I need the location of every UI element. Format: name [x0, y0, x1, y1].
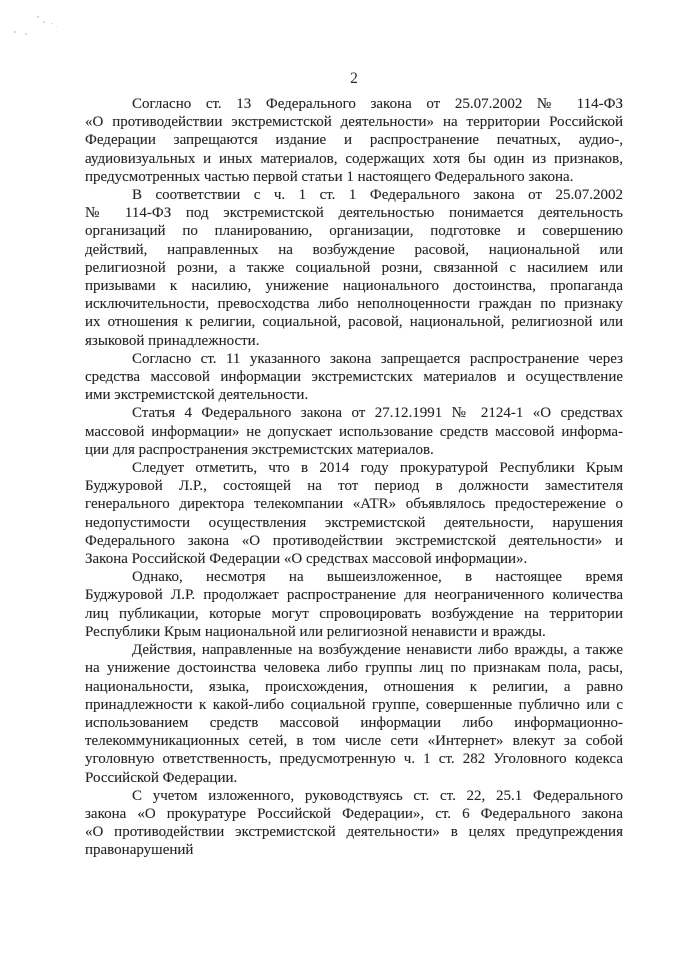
text-line: языковой принадлежности.	[85, 332, 260, 349]
text-line: принадлежности к какой-либо социальной группе, совершенные публично или с	[85, 696, 623, 713]
text-line: Российской Федерации.	[85, 769, 238, 786]
paragraph	[85, 186, 623, 350]
text-line: Закона Российской Федерации «О средствах массовой информации».	[85, 551, 528, 568]
text-line: Статья 4 Федерального закона от 27.12.1991 № 2124-1 «О средствах	[132, 405, 623, 422]
text-line: Буджуровой Л.Р., состоящей на тот период в должности заместителя	[85, 478, 623, 495]
scan-speck	[56, 26, 57, 27]
text-line: лиц публикации, которые могут спровоцировать возбуждение на территории	[85, 605, 623, 622]
text-line: аудиовизуальных и иных материалов, содержащих хотя бы один из признаков,	[85, 150, 623, 167]
text-line: на унижение достоинства человека либо группы лиц по признакам пола, расы,	[85, 660, 623, 677]
text-line: Следует отметить, что в 2014 году прокуратурой Республики Крым	[132, 460, 623, 477]
text-line: Федерального закона «О противодействии экстремистской деятельности» и	[85, 532, 623, 549]
text-line: «О противодействии экстремистской деятельности» на территории Российской	[85, 114, 623, 131]
scan-speck	[25, 33, 27, 35]
text-line: Согласно ст. 11 указанного закона запрещается распространение через	[132, 350, 623, 367]
paragraph	[85, 568, 623, 641]
text-line: Буджуровой Л.Р. продолжает распространение для неограниченного количества	[85, 587, 623, 604]
paragraph	[85, 459, 623, 568]
scan-speck	[37, 16, 39, 18]
paragraph	[85, 404, 623, 459]
document-body	[85, 95, 623, 860]
text-line: телекоммуникационных сетей, в том числе сети «Интернет» влекут за собой	[85, 733, 623, 750]
paragraph	[85, 787, 623, 860]
text-line: предусмотренных частью первой статьи 1 настоящего Федерального закона.	[85, 168, 574, 185]
text-line: средства массовой информации экстремистских материалов и осуществление	[85, 369, 623, 386]
page-number: 2	[350, 70, 358, 87]
text-line: ими экстремистской деятельности.	[85, 387, 309, 404]
text-line: Согласно ст. 13 Федерального закона от 25.07.2002 № 114-ФЗ	[132, 96, 623, 112]
text-line: религиозной розни, а также социальной розни, связанной с насилием или	[85, 259, 623, 276]
text-line: № 114-ФЗ под экстремистской деятельностью понимается деятельность	[85, 205, 623, 222]
paragraph	[85, 641, 623, 787]
text-line: Федерации запрещаются издание и распространение печатных, аудио-,	[85, 132, 623, 149]
text-line: исключительности, превосходства либо неполноценности граждан по признаку	[85, 296, 623, 313]
scan-speck	[51, 23, 53, 24]
text-line: уголовную ответственность, предусмотренную ч. 1 ст. 282 Уголовного кодекса	[85, 751, 623, 768]
text-line: массовой информации» не допускает использование средств массовой информа-	[85, 423, 623, 440]
text-line: «О противодействии экстремистской деятельности» в целях предупреждения	[85, 824, 623, 841]
text-line: организаций по планированию, организации, подготовке и совершению	[85, 223, 623, 240]
text-line: правонарушений	[85, 842, 194, 859]
text-line: В соответствии с ч. 1 ст. 1 Федерального закона от 25.07.2002	[132, 187, 623, 204]
text-line: С учетом изложенного, руководствуясь ст. ст. 22, 25.1 Федерального	[132, 787, 623, 804]
text-line: недопустимости осуществления экстремистской деятельности, нарушения	[85, 514, 623, 531]
scan-speck	[14, 31, 16, 33]
scan-speck	[43, 21, 45, 23]
paragraph	[85, 95, 623, 186]
text-line: ции для распространения экстремистских материалов.	[85, 441, 434, 458]
text-line: призывами к насилию, унижение национального достоинства, пропаганда	[85, 278, 623, 295]
text-line: их отношения к религии, социальной, расовой, национальной, религиозной или	[85, 314, 623, 331]
text-line: закона «О прокуратуре Российской Федерации», ст. 6 Федерального закона	[85, 805, 623, 822]
text-line: действий, направленных на возбуждение расовой, национальной или	[85, 241, 623, 258]
text-line: Однако, несмотря на вышеизложенное, в настоящее время	[132, 569, 623, 586]
paragraph	[85, 350, 623, 405]
text-line: генерального директора телекомпании «ATR» объявлялось предостережение о	[85, 496, 623, 513]
text-line: Действия, направленные на возбуждение ненависти либо вражды, а также	[132, 642, 623, 659]
text-line: Республики Крым национальной или религиозной ненависти и вражды.	[85, 623, 546, 640]
text-line: использованием средств массовой информации либо информационно-	[85, 714, 623, 731]
text-line: национальности, языка, происхождения, отношения к религии, а равно	[85, 678, 623, 695]
